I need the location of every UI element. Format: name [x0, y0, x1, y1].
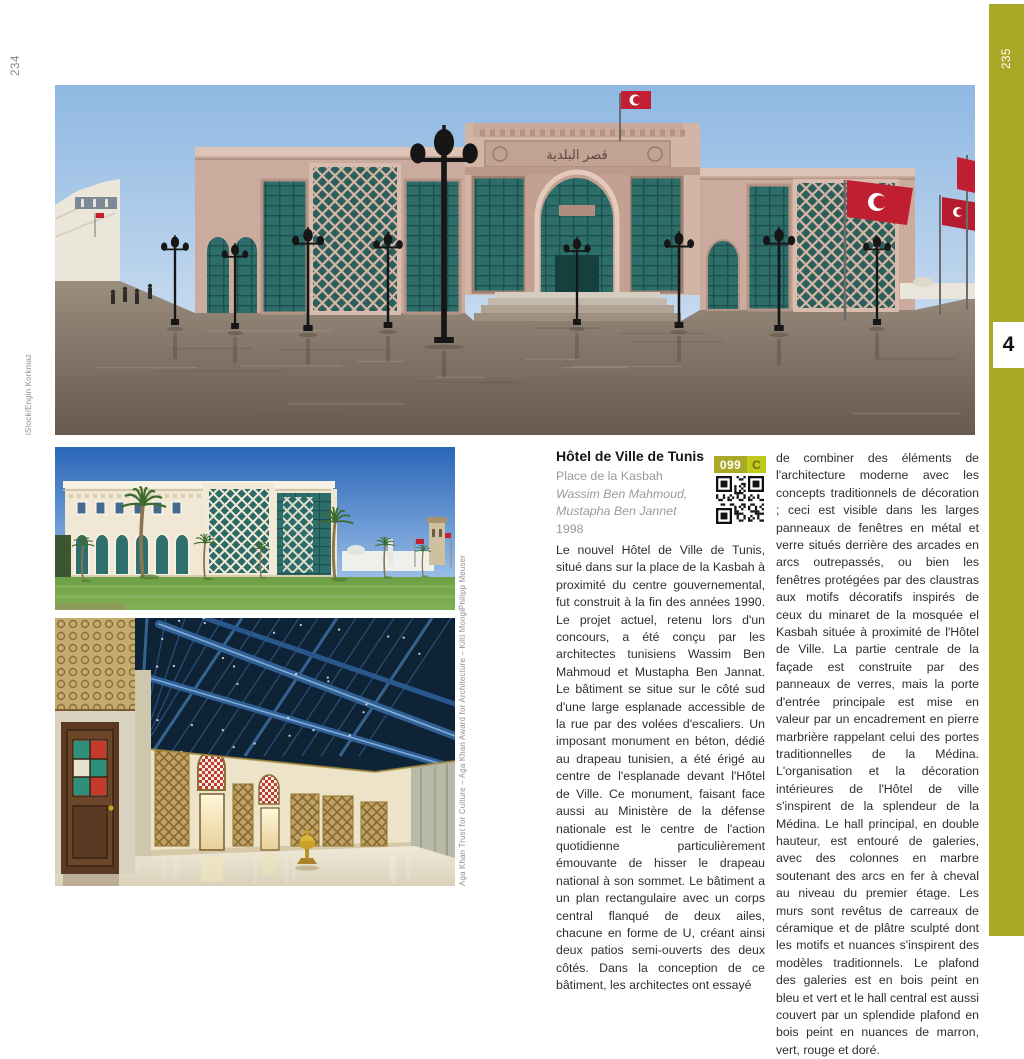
entry-header [556, 448, 708, 538]
central-block [465, 123, 700, 321]
photo-bottom-interior-hall [55, 618, 455, 886]
qr-code [716, 476, 764, 524]
body-text-column-2: de combiner des éléments de l'architecture moderne avec les concepts traditionnels de décoration ; ceci est visible dans les larges panneaux de fenêtres en métal et verre situés derrière des arcades en arcs outrepassés, ou bien les fenêtres protégées par des claustras aux motifs décoratifs inspirés de ceux du minaret de la mosquée el Kasbah située à proximité de l'Hôtel de Ville. La partie centrale de la façade est construite par des panneaux de verres, mais la porte d'entrée principale est mise en valeur par un encadrement en pierre marbrière rappelant celui des portes traditionnelles de la Médina. L'organisation et la décoration intérieures de l'Hôtel de ville s'inspirent de la splendeur de la Médina. Le hall principal, en double hauteur, est entouré de galeries, avec des colonnes en marbre soutenant des arcs en fer à cheval au niveau du premier étage. Les murs sont revêtus de carreaux de céramique et de plâtre sculpté dont les motifs et nuances s'inspirent des modèles traditionnels. Le plafond des galeries est en bois peint en bleu et vert et le hall central est aussi couvert par un splendide plafond en bois peint en nuances de marron, vert, rouge et doré. [776, 451, 979, 1057]
entry-number-badge [714, 456, 766, 473]
chapter-color-bar [989, 4, 1024, 936]
chapter-number: 4 [1002, 333, 1015, 356]
page-number-right: 235 [1000, 47, 1013, 69]
arabic-inscription: قصر البلدية [546, 147, 608, 162]
entry-title: Hôtel de Ville de Tunis [556, 448, 705, 464]
door-handle [108, 805, 113, 810]
entry-architect-1: Wassim Ben Mahmoud, [556, 486, 688, 501]
entry-year: 1998 [556, 521, 584, 536]
entry-category: C [747, 456, 766, 473]
painted-wood-ceiling [133, 618, 455, 772]
photo-middle-garden-facade [55, 447, 455, 610]
stained-glass-arch-window [259, 775, 279, 804]
photo-credit-middle: Philipp Meuser [458, 554, 467, 610]
city-hall-garden-side [55, 481, 337, 579]
photo-credit-top: iStock/Engin Korkmaz [24, 353, 33, 435]
entry-architect-2: Mustapha Ben Jannet [556, 504, 677, 519]
wooden-door [61, 722, 119, 874]
door-stained-glass [73, 740, 107, 796]
entry-address: Place de la Kasbah [556, 469, 663, 483]
photo-credit-bottom: Aga Khan Trust for Culture – Aga Khan Award for Architecture – Kilti Mongi [458, 609, 467, 886]
chapter-number-tab [993, 322, 1024, 368]
page-number-left: 234 [10, 55, 22, 76]
small-flag [96, 213, 104, 218]
photo-top-city-hall-exterior [55, 85, 975, 435]
body-text-column-1: Le nouvel Hôtel de Ville de Tunis, situé dans sur la place de la Kasbah à proximité du centre gouvernemental, fut construit à la fin des années 1990. Le projet actuel, retenu lors d'un concours, a été conçu par les architectes tunisiens Wassim Ben Mahmoud et Mustapha Ben Jannat. Le bâtiment se situe sur le côté sud d'une large esplanade accessible de la rue par des volées d'escaliers. Un imposant monument en béton, dédié au drapeau tunisien, a été érigé au centre de l'esplanade devant l'Hôtel de Ville. Ce monument, faisant face aussi au Ministère de la défense nationale est le centre de l'action quotidienne particulièrement émouvante de hisser le drapeau national à son sommet. Le bâtiment a un plan rectangulaire avec un corps central flanqué de deux ailes, chacune en forme de U, créant ainsi deux patios semi-ouverts des deux côtés. Dans la conception de ce bâtiment, les architectes ont essayé [556, 543, 765, 993]
entry-number: 099 [714, 456, 747, 473]
